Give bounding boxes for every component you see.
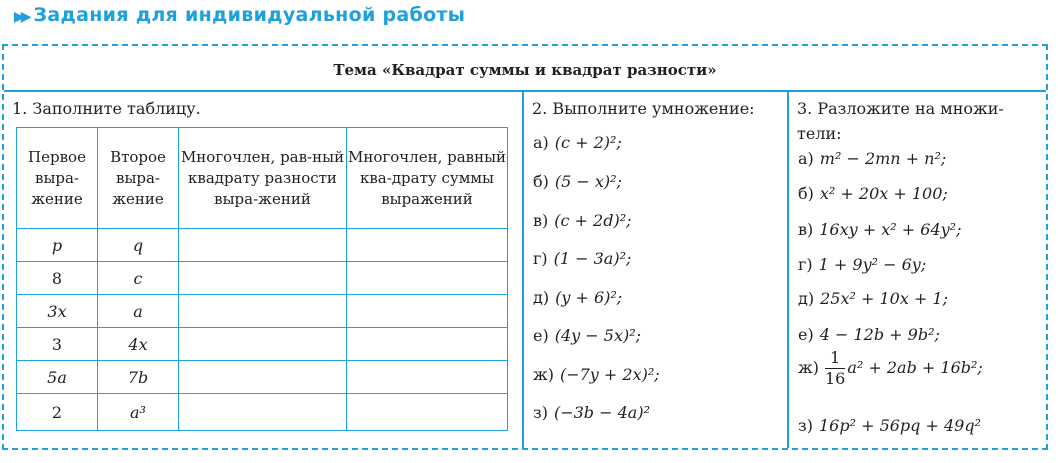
item-expression: (c + 2d)²; — [554, 211, 632, 230]
task-1-column — [4, 92, 524, 448]
exercise-item — [533, 172, 622, 191]
empty-cell[interactable] — [347, 361, 508, 394]
item-label: ж) — [798, 358, 819, 377]
exercise-item — [533, 403, 650, 422]
table-row — [17, 394, 508, 431]
empty-cell[interactable] — [347, 328, 508, 361]
title-line: тели: — [797, 124, 842, 143]
item-label: а) — [533, 133, 549, 152]
cell: q — [98, 229, 179, 262]
item-expression: x² + 20x + 100; — [819, 184, 948, 203]
exercise-item — [533, 365, 660, 384]
item-label: б) — [533, 172, 549, 191]
empty-cell[interactable] — [347, 262, 508, 295]
exercise-item — [798, 289, 948, 308]
item-label: в) — [798, 220, 814, 239]
empty-cell[interactable] — [179, 361, 347, 394]
empty-cell[interactable] — [179, 394, 347, 431]
empty-cell[interactable] — [179, 262, 347, 295]
fraction-denominator: 16 — [824, 369, 846, 388]
fraction-numerator: 1 — [825, 348, 845, 369]
item-label: в) — [533, 211, 549, 230]
item-label: е) — [533, 326, 549, 345]
exercise-item — [798, 416, 981, 435]
task-2-title: 2. Выполните умножение: — [532, 99, 755, 118]
item-expression: 4 − 12b + 9b²; — [819, 325, 940, 344]
cell: c — [98, 262, 179, 295]
item-label: з) — [798, 416, 813, 435]
item-expression: 16p² + 56pq + 49q² — [818, 416, 981, 435]
table-row — [17, 262, 508, 295]
item-label: д) — [533, 288, 550, 307]
exercise-item — [798, 220, 961, 239]
cell: 3x — [17, 295, 98, 328]
item-expression: (y + 6)²; — [555, 288, 623, 307]
item-expression: m² − 2mn + n²; — [819, 149, 947, 168]
col-header-sum-square: Многочлен, равный ква-драту суммы выражений — [347, 128, 508, 229]
empty-cell[interactable] — [347, 295, 508, 328]
task-2-column — [524, 92, 789, 448]
item-label: д) — [798, 289, 815, 308]
table-row — [17, 229, 508, 262]
cell: 7b — [98, 361, 179, 394]
table-row — [17, 328, 508, 361]
empty-cell[interactable] — [179, 328, 347, 361]
item-label: ж) — [533, 365, 554, 384]
cell: 8 — [17, 262, 98, 295]
exercise-item — [798, 255, 926, 274]
fill-table — [16, 127, 508, 431]
task-3-column — [789, 92, 1048, 448]
cell: a — [98, 295, 179, 328]
title-line: 3. Разложите на множи- — [797, 99, 1004, 118]
section-header — [14, 4, 465, 26]
col-header-second: Второе выра-жение — [98, 128, 179, 229]
empty-cell[interactable] — [179, 295, 347, 328]
item-expression: (−3b − 4a)² — [553, 403, 650, 422]
exercise-item — [798, 184, 948, 203]
item-expression: (1 − 3a)²; — [553, 249, 632, 268]
col-header-first: Первое выра-жение — [17, 128, 98, 229]
theme-title: Тема «Квадрат суммы и квадрат разности» — [4, 46, 1046, 92]
item-label: г) — [533, 249, 548, 268]
empty-cell[interactable] — [179, 229, 347, 262]
cell: 3 — [17, 328, 98, 361]
exercise-item — [533, 288, 622, 307]
exercise-item — [533, 133, 622, 152]
task-1-title: 1. Заполните таблицу. — [12, 99, 201, 118]
item-expression: (−7y + 2x)²; — [559, 365, 660, 384]
exercise-item — [533, 326, 641, 345]
item-expression: a² + 2ab + 16b²; — [847, 358, 983, 377]
exercise-item — [798, 325, 940, 344]
empty-cell[interactable] — [347, 229, 508, 262]
task-3-title — [797, 96, 1004, 146]
item-expression: 1 + 9y² − 6y; — [818, 255, 927, 274]
exercise-item — [798, 149, 946, 168]
item-expression: 25x² + 10x + 1; — [820, 289, 948, 308]
empty-cell[interactable] — [347, 394, 508, 431]
cell: 4x — [98, 328, 179, 361]
table-row — [17, 295, 508, 328]
assignment-frame — [2, 44, 1048, 450]
table-row — [17, 361, 508, 394]
exercise-item — [798, 348, 983, 389]
cell: p — [17, 229, 98, 262]
item-label: е) — [798, 325, 814, 344]
item-expression: 16xy + x² + 64y²; — [819, 220, 962, 239]
item-expression: (c + 2)²; — [554, 133, 622, 152]
item-label: г) — [798, 255, 813, 274]
cell: 2 — [17, 394, 98, 431]
item-expression: (5 − x)²; — [554, 172, 622, 191]
item-label: з) — [533, 403, 548, 422]
item-label: б) — [798, 184, 814, 203]
fraction — [825, 348, 845, 389]
item-expression: (4y − 5x)²; — [554, 326, 642, 345]
cell: a³ — [98, 394, 179, 431]
item-label: а) — [798, 149, 814, 168]
cell: 5a — [17, 361, 98, 394]
double-chevron-right-icon: ▶▶ — [14, 9, 28, 25]
col-header-difference-square: Многочлен, рав-ный квадрату разности выра-жений — [179, 128, 347, 229]
exercise-item — [533, 249, 631, 268]
section-title: Задания для индивидуальной работы — [33, 4, 466, 26]
exercise-item — [533, 211, 632, 230]
